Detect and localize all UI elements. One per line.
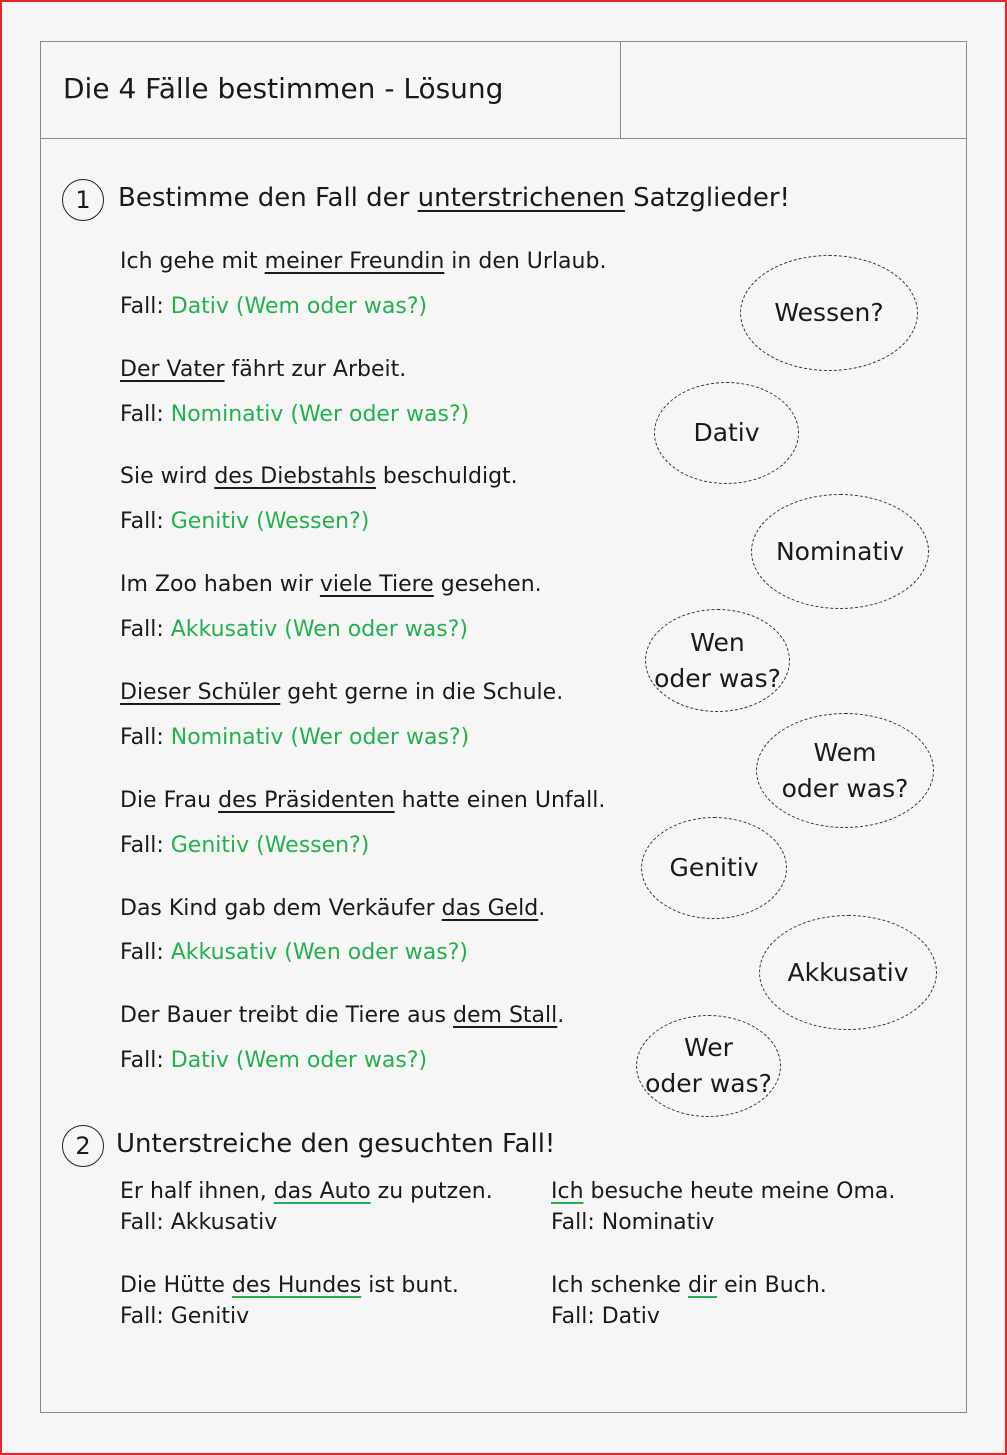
case-bubble-genitiv: Genitiv — [641, 817, 787, 919]
exercise-2-sentence: Ich besuche heute meine Oma. — [551, 1179, 896, 1204]
case-bubble-wessen: Wessen? — [740, 255, 918, 371]
case-answer-7: Fall: Akkusativ (Wen oder was?) — [120, 940, 468, 965]
sentence-8: Der Bauer treibt die Tiere aus dem Stall. — [120, 1003, 565, 1028]
task-1-number: 1 — [62, 179, 104, 221]
case-bubble-akkusativ-question: Wen oder was? — [645, 609, 790, 712]
exercise-1-case: Fall: Akkusativ — [120, 1210, 278, 1235]
sentence-6: Die Frau des Präsidenten hatte einen Unfall. — [120, 788, 606, 813]
case-bubble-dativ-question: Wem oder was? — [756, 713, 934, 828]
case-answer-6: Fall: Genitiv (Wessen?) — [120, 833, 370, 858]
worksheet-header — [41, 42, 966, 139]
task-1-heading: Bestimme den Fall der unterstrichenen Satzglieder! — [118, 183, 790, 213]
header-divider — [620, 42, 621, 138]
sentence-4: Im Zoo haben wir viele Tiere gesehen. — [120, 572, 542, 597]
case-bubble-dativ: Dativ — [654, 382, 799, 484]
exercise-1-sentence: Er half ihnen, das Auto zu putzen. — [120, 1179, 493, 1204]
case-answer-4: Fall: Akkusativ (Wen oder was?) — [120, 617, 468, 642]
case-answer-2: Fall: Nominativ (Wer oder was?) — [120, 402, 470, 427]
case-answer-8: Fall: Dativ (Wem oder was?) — [120, 1048, 428, 1073]
case-bubble-akkusativ: Akkusativ — [759, 915, 937, 1030]
exercise-4-sentence: Ich schenke dir ein Buch. — [551, 1273, 827, 1298]
case-bubble-nominativ: Nominativ — [751, 494, 929, 609]
case-answer-3: Fall: Genitiv (Wessen?) — [120, 509, 370, 534]
case-answer-5: Fall: Nominativ (Wer oder was?) — [120, 725, 470, 750]
case-answer-1: Fall: Dativ (Wem oder was?) — [120, 294, 428, 319]
case-bubble-nominativ-question: Wer oder was? — [636, 1015, 781, 1117]
exercise-2-case: Fall: Nominativ — [551, 1210, 715, 1235]
worksheet-title: Die 4 Fälle bestimmen - Lösung — [63, 72, 504, 105]
sentence-3: Sie wird des Diebstahls beschuldigt. — [120, 464, 518, 489]
exercise-3-case: Fall: Genitiv — [120, 1304, 250, 1329]
sentence-2: Der Vater fährt zur Arbeit. — [120, 357, 407, 382]
exercise-4-case: Fall: Dativ — [551, 1304, 660, 1329]
worksheet — [40, 41, 967, 1413]
task-2-number: 2 — [62, 1125, 104, 1167]
sentence-1: Ich gehe mit meiner Freundin in den Urlaub. — [120, 249, 607, 274]
sentence-7: Das Kind gab dem Verkäufer das Geld. — [120, 896, 546, 921]
task-2-heading: Unterstreiche den gesuchten Fall! — [116, 1129, 556, 1159]
exercise-3-sentence: Die Hütte des Hundes ist bunt. — [120, 1273, 459, 1298]
sentence-5: Dieser Schüler geht gerne in die Schule. — [120, 680, 564, 705]
